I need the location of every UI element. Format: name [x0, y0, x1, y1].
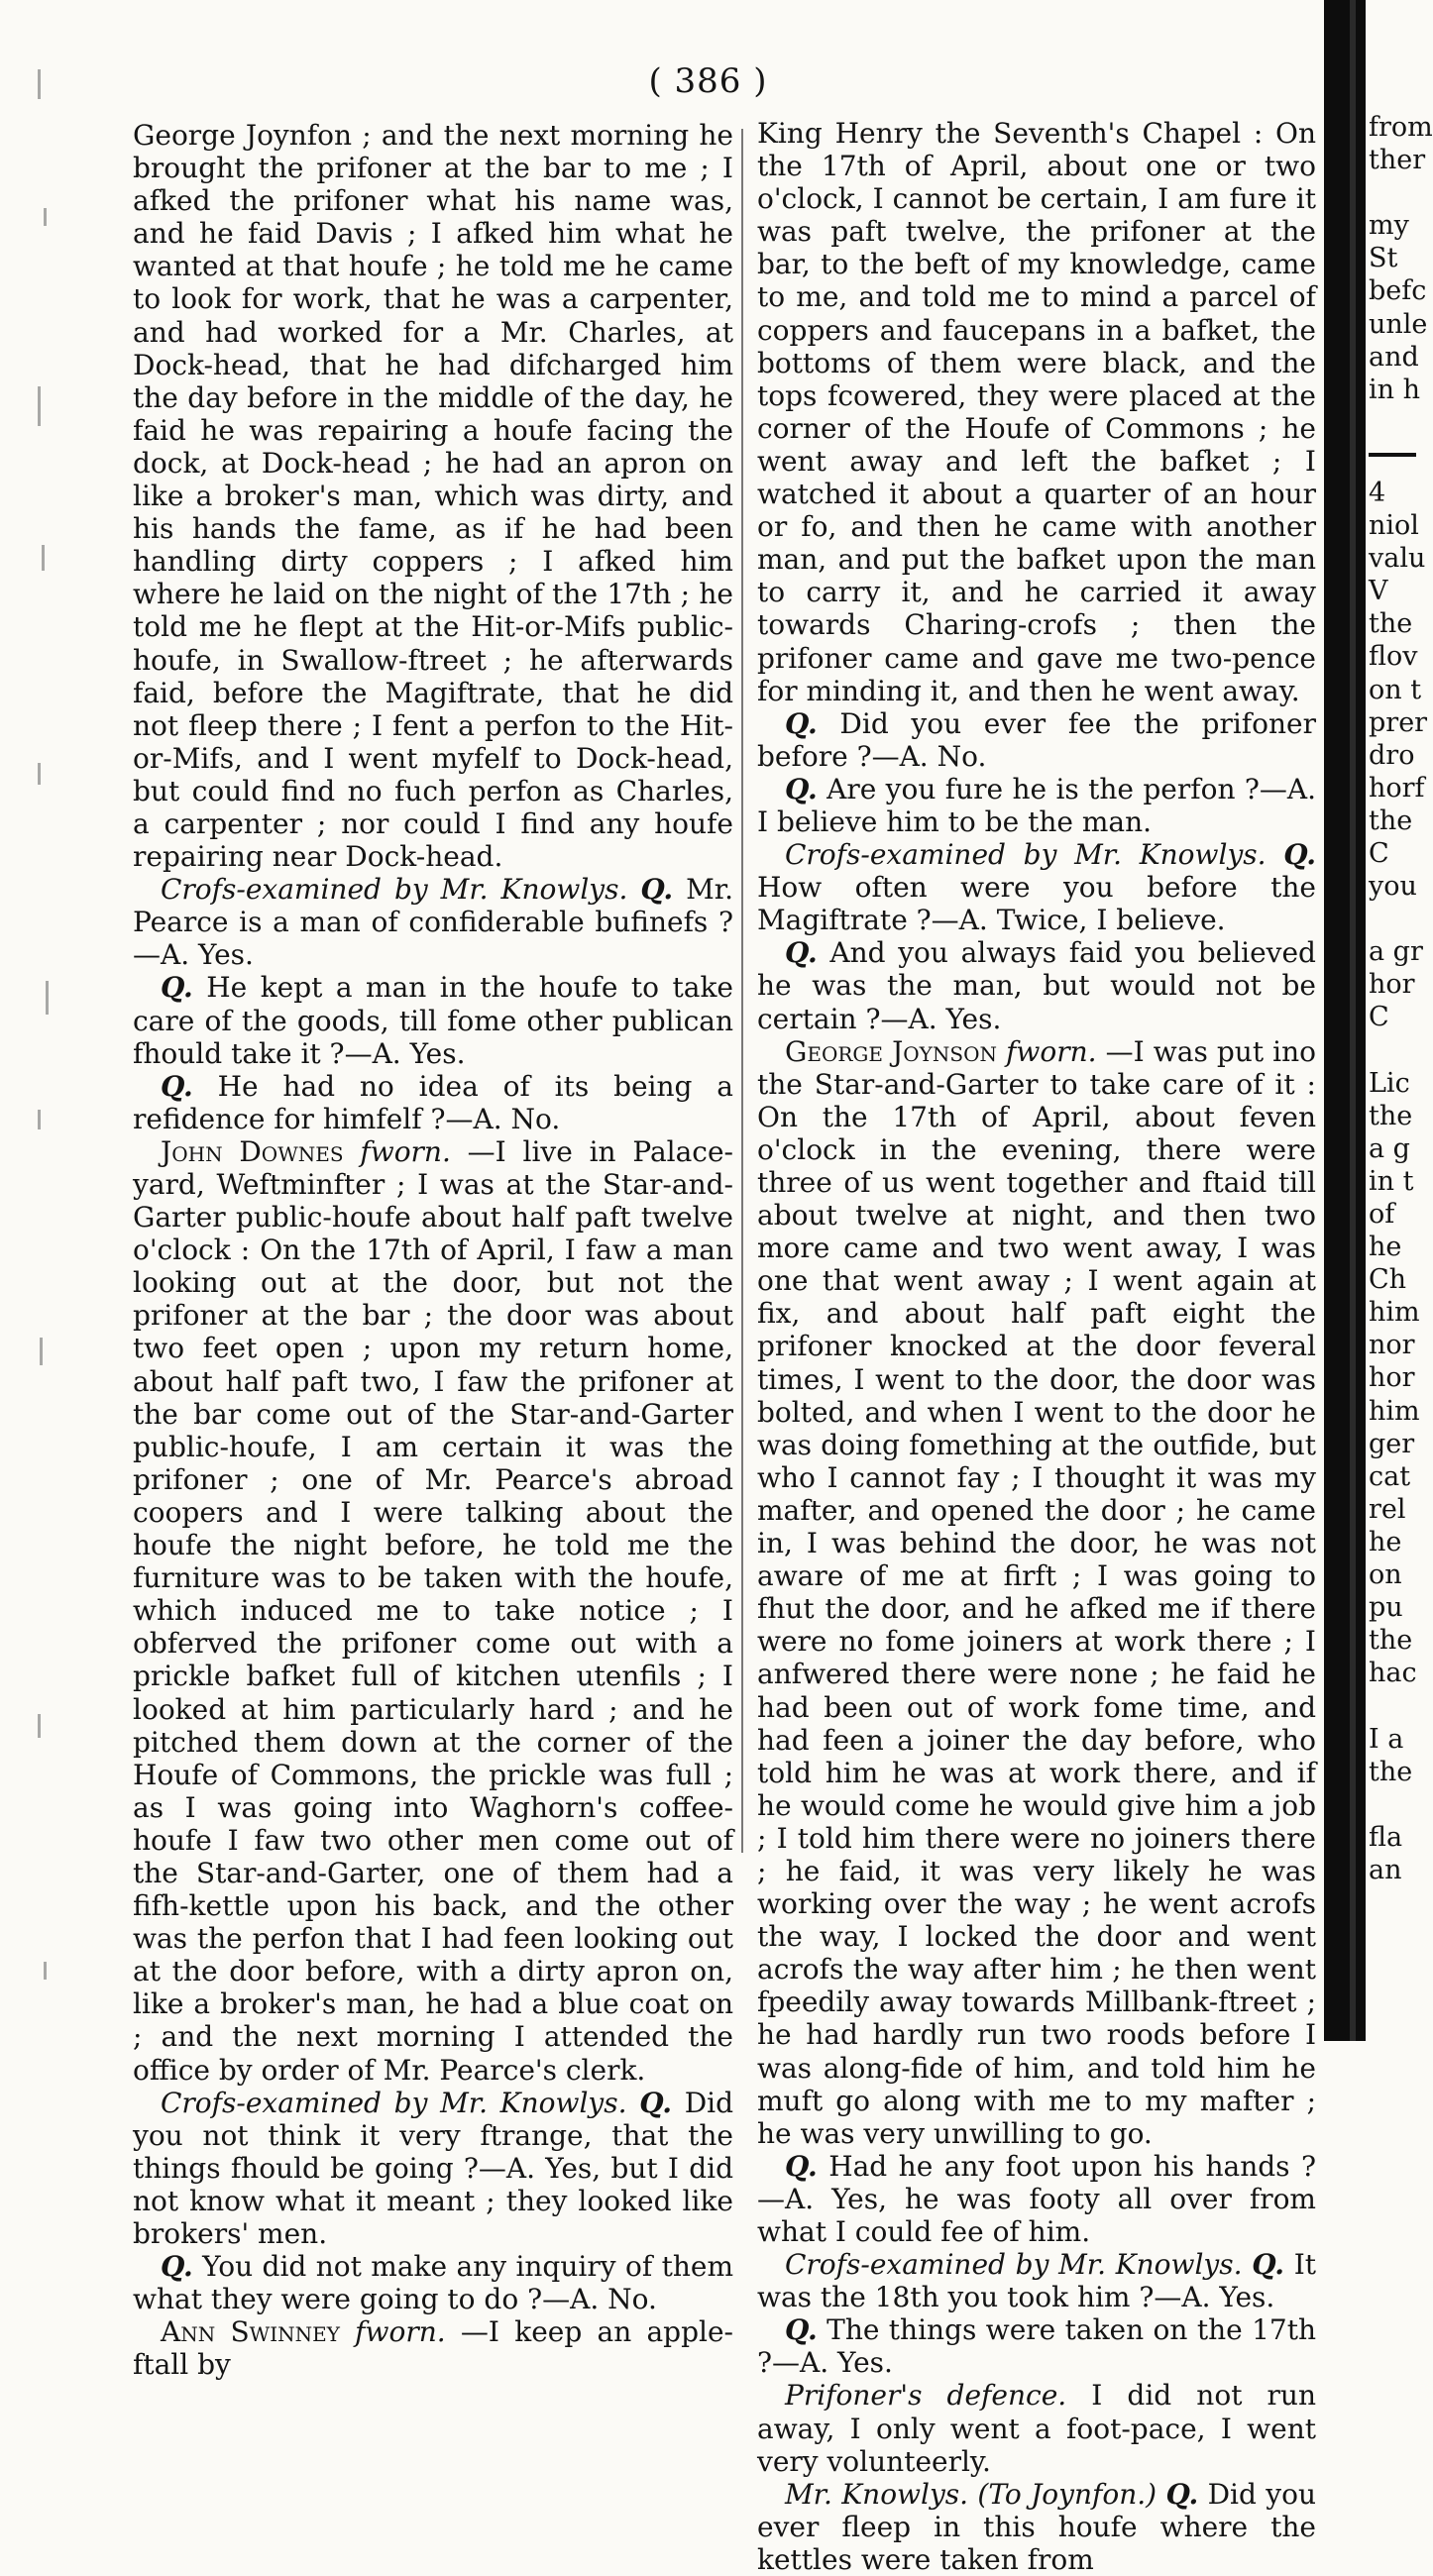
fragment-line: a gr	[1369, 936, 1423, 968]
paragraph	[757, 2379, 1316, 2477]
fragment-line: C	[1369, 1002, 1389, 1033]
fragment-line: a g	[1369, 1132, 1410, 1164]
paragraph-text: He kept a man in the houfe to take care of the goods, till fome other publican fhould take it ?—A. Yes.	[133, 971, 733, 1070]
paragraph	[133, 1070, 733, 1135]
fragment-line: prer	[1369, 706, 1428, 738]
fragment-line: the	[1369, 608, 1413, 640]
paragraph-text: Mr. Pearce is a man of confiderable bufinefs ?—A. Yes.	[133, 873, 734, 972]
question-mark: Q.	[1165, 2477, 1199, 2511]
fragment-line: V	[1369, 576, 1388, 607]
fragment-line: fla	[1369, 1821, 1403, 1853]
sworn-label: fworn.	[355, 2315, 446, 2349]
fragment-line: cat	[1369, 1460, 1411, 1492]
fragment-line: horf	[1369, 772, 1425, 804]
paragraph-text: —I keep an apple-ftall by	[133, 2315, 733, 2382]
paragraph-text: —I was put ino the Star-and-Garter to take care of it : On the 17th of April, about feven o'clock in the evening, there were three of us went together and ftaid till about twelve at night, and then two more came and two went away, I was one that went away ; I went again at fix, and about half paft eight the prifoner knocked at the door feveral times, I went to the door, the door was bolted, and when I went to the door he was doing fomething at the outfide, but who I cannot fay ; I thought it was my mafter, and opened the door ; he came in, I was behind the door, he was not aware of me at firft ; I was going to fhut the door, and he afked me if there were no fome joiners at work there ; I anfwered there were none ; he faid he had been out of work fome time, and had feen a joiner the day before, who told him he was at work there, and if he would come he would give him a job ; I told him there were no joiners there ; he faid, it was very likely he was working over the way ; he went acrofs the way, I locked the door and went acrofs the way after him ; he then went fpeedily away towards Millbank-ftreet ; he had hardly run two roods before I was along-fide of him, and told him he muft go along with me to my mafter ; he was very unwilling to go.	[757, 1034, 1316, 2150]
paragraph-text: George Joynfon ; and the next morning he brought the prifoner at the bar to me ; I afked the prifoner what his name was, and he faid Davis ; I afked him what he wanted at that houfe ; he told me he came to look for work, that he was a carpenter, and had worked for a Mr. Charles, at Dock-head, that he had difcharged him the day before in the middle of the day, he faid he was repairing a houfe facing the dock, at Dock-head ; he had an apron on like a broker's man, which was dirty, and his hands the fame, as if he had been handling dirty coppers ; I afked him where he laid on the night of the 17th ; he told me he flept at the Hit-or-Mifs public-houfe, in Swallow-ftreet ; he afterwards faid, before the Magiftrate, that he did not fleep there ; I fent a perfon to the Hit-or-Mifs, and I went myfelf to Dock-head, but could find no fuch perfon as Charles, a carpenter ; nor could I find any houfe repairing near Dock-head.	[133, 119, 733, 874]
paragraph	[133, 119, 733, 873]
fragment-line: Ch	[1369, 1264, 1407, 1296]
question-mark: Q.	[785, 936, 818, 970]
fragment-line: in h	[1369, 374, 1420, 405]
binding-shadow-bar	[1324, 0, 1366, 2041]
paragraph-text: He had no idea of its being a refidence for himfelf ?—A. No.	[133, 1069, 733, 1135]
middle-text-column	[757, 117, 1316, 2576]
paragraph	[757, 2248, 1316, 2313]
fragment-line: he	[1369, 1526, 1402, 1557]
fragment-line: the	[1369, 1756, 1413, 1787]
fragment-line: and	[1369, 341, 1419, 373]
fragment-line: 4	[1369, 477, 1386, 508]
paragraph-text: I did not run away, I only went a foot-pace, I went very volunteerly.	[757, 2379, 1316, 2478]
paragraph	[757, 117, 1316, 707]
fragment-line: hor	[1369, 969, 1415, 1001]
section-label: Crofs-examined by Mr. Knowlys.	[161, 2086, 627, 2119]
paragraph-text: King Henry the Seventh's Chapel : On the 17th of April, about one or two o'clock, I cannot be certain, I am fure it was paft twelve, the prifoner at the bar, to the beft of my knowledge, came to me, and told me to mind a parcel of coppers and faucepans in a bafket, the bottoms of them were black, and the tops fcowered, they were placed at the corner of the Houfe of Commons ; he went away and left the bafket ; I watched it about a quarter of an hour or fo, and then he came with another man, and put the bafket upon the man to carry it, and he carried it away towards Charing-crofs ; then the prifoner came and gave me two-pence for minding it, and then he went away.	[757, 117, 1316, 707]
question-mark: Q.	[161, 1069, 193, 1103]
paragraph	[133, 873, 733, 971]
paragraph	[133, 971, 733, 1069]
paragraph-text: Are you fure he is the perfon ?—A. I believe him to be the man.	[757, 772, 1316, 838]
paragraph	[757, 936, 1316, 1034]
question-mark: Q.	[1283, 838, 1316, 872]
fragment-line: him	[1369, 1395, 1420, 1427]
paragraph	[133, 2250, 733, 2315]
paragraph-text: Did you ever fee the prifoner before ?—A. No.	[757, 706, 1316, 773]
sworn-label: fworn.	[360, 1134, 451, 1168]
fragment-line: my	[1369, 210, 1409, 242]
page-number: ( 386 )	[648, 61, 768, 101]
question-mark: Q.	[785, 2149, 818, 2183]
paragraph	[757, 2478, 1316, 2576]
section-label: Mr. Knowlys. (To Joynfon.)	[785, 2477, 1157, 2511]
fragment-line: valu	[1369, 543, 1426, 575]
paragraph-text: Did you ever fleep in this houfe where the kettles were taken from	[757, 2477, 1316, 2576]
fragment-line	[1369, 1034, 1416, 1067]
section-rule	[1369, 453, 1416, 477]
paragraph-text: Did you not think it very ftrange, that the things fhould be going ?—A. Yes, but I did not know what it meant ; they looked like brokers' men.	[133, 2086, 734, 2250]
paragraph-text: How often were you before the Magiftrate ?—A. Twice, I believe.	[757, 871, 1316, 937]
fragment-line	[1369, 176, 1416, 209]
witness-name: Ann Swinney	[161, 2315, 340, 2349]
fragment-line: flov	[1369, 641, 1418, 673]
fragment-line: ther	[1369, 145, 1426, 176]
fragment-line: an	[1369, 1854, 1402, 1885]
fragment-line: the	[1369, 1100, 1413, 1131]
paragraph	[757, 773, 1316, 838]
paragraph-text: And you always faid you believed he was the man, but would not be certain ?—A. Yes.	[757, 936, 1316, 1035]
fragment-line	[1369, 406, 1416, 439]
fragment-line: niol	[1369, 510, 1419, 542]
paragraph-text: You did not make any inquiry of them what they were going to do ?—A. No.	[133, 2250, 733, 2316]
paragraph	[133, 2087, 733, 2250]
paragraph-text: Had he any foot upon his hands ?—A. Yes, he was footy all over from what I could fee of him.	[757, 2149, 1316, 2248]
question-mark: Q.	[161, 2250, 193, 2284]
fragment-line: Lic	[1369, 1067, 1410, 1099]
fragment-line: on	[1369, 1559, 1402, 1591]
fragment-line: the	[1369, 1625, 1413, 1657]
binding-specks	[14, 30, 73, 1972]
fragment-line: pu	[1369, 1592, 1403, 1624]
fragment-line: him	[1369, 1297, 1420, 1329]
left-text-column	[133, 119, 733, 2381]
fragment-line: the	[1369, 805, 1413, 836]
question-mark: Q.	[161, 971, 193, 1005]
section-label: Crofs-examined by Mr. Knowlys.	[785, 2248, 1243, 2282]
paragraph	[757, 838, 1316, 936]
fragment-line: nor	[1369, 1330, 1415, 1361]
question-mark: Q.	[785, 2313, 818, 2347]
paragraph-text: —I live in Palace-yard, Weftminfter ; I was at the Star-and-Garter public-houfe about half paft twelve o'clock : On the 17th of April, I faw a man looking out at the door, but not the prifoner at the bar ; the door was about two feet open ; upon my return home, about half paft two, I faw the prifoner at the bar come out of the Star-and-Garter public-houfe, I am certain it was the prifoner ; one of Mr. Pearce's abroad coopers and I were talking about the houfe the night before, he told me the furniture was to be taken with the houfe, which induced me to take notice ; I obferved the prifoner come out with a prickle bafket full of kitchen utenfils ; I looked at him particularly hard ; and he pitched them down at the corner of the Houfe of Commons, the prickle was full ; as I was going into Waghorn's coffee-houfe I faw two other men come out of the Star-and-Garter, one of them had a fifh-kettle upon his back, and the other was the perfon that I had feen looking out at the door before, with a dirty apron on, like a broker's man, he had a blue coat on ; and the next morning I attended the office by order of Mr. Pearce's clerk.	[133, 1134, 734, 2087]
fragment-line	[1369, 1689, 1416, 1722]
paragraph	[757, 1035, 1316, 2150]
fragment-line	[1369, 1788, 1416, 1821]
column-divider	[741, 129, 743, 1853]
fragment-line: you	[1369, 871, 1417, 903]
section-label: Crofs-examined by Mr. Knowlys.	[161, 873, 628, 907]
fragment-line: C	[1369, 837, 1389, 869]
fragment-line: dro	[1369, 739, 1415, 771]
fragment-line: on t	[1369, 674, 1422, 705]
paragraph-text: It was the 18th you took him ?—A. Yes.	[757, 2248, 1317, 2314]
question-mark: Q.	[640, 873, 674, 907]
fragment-line: of	[1369, 1199, 1395, 1230]
witness-name: John Downes	[161, 1134, 344, 1168]
paragraph	[757, 2313, 1316, 2379]
fragment-line: St	[1369, 243, 1398, 274]
fragment-line: from	[1369, 112, 1433, 143]
fragment-line: hac	[1369, 1658, 1417, 1689]
right-column-fragments	[1369, 111, 1433, 1886]
fragment-line: hor	[1369, 1362, 1415, 1394]
section-label: Prifoner's defence.	[785, 2379, 1067, 2413]
paragraph	[757, 707, 1316, 773]
fragment-line: unle	[1369, 308, 1428, 340]
paragraph	[757, 2150, 1316, 2248]
fragment-line	[1369, 903, 1416, 935]
question-mark: Q.	[785, 772, 818, 805]
paragraph-text: The things were taken on the 17th ?—A. Yes.	[757, 2313, 1316, 2380]
question-mark: Q.	[1252, 2248, 1284, 2282]
paragraph	[133, 2315, 733, 2381]
witness-name: George Joynson	[785, 1034, 997, 1068]
fragment-line: ger	[1369, 1428, 1415, 1459]
paragraph	[133, 1135, 733, 2087]
sworn-label: fworn.	[1006, 1034, 1097, 1068]
section-label: Crofs-examined by Mr. Knowlys.	[785, 838, 1267, 872]
fragment-line: I a	[1369, 1723, 1404, 1755]
fragment-line: rel	[1369, 1493, 1406, 1525]
question-mark: Q.	[639, 2086, 672, 2119]
question-mark: Q.	[785, 706, 818, 740]
fragment-line: befc	[1369, 275, 1427, 307]
fragment-line: in t	[1369, 1165, 1414, 1197]
fragment-line: he	[1369, 1232, 1402, 1263]
